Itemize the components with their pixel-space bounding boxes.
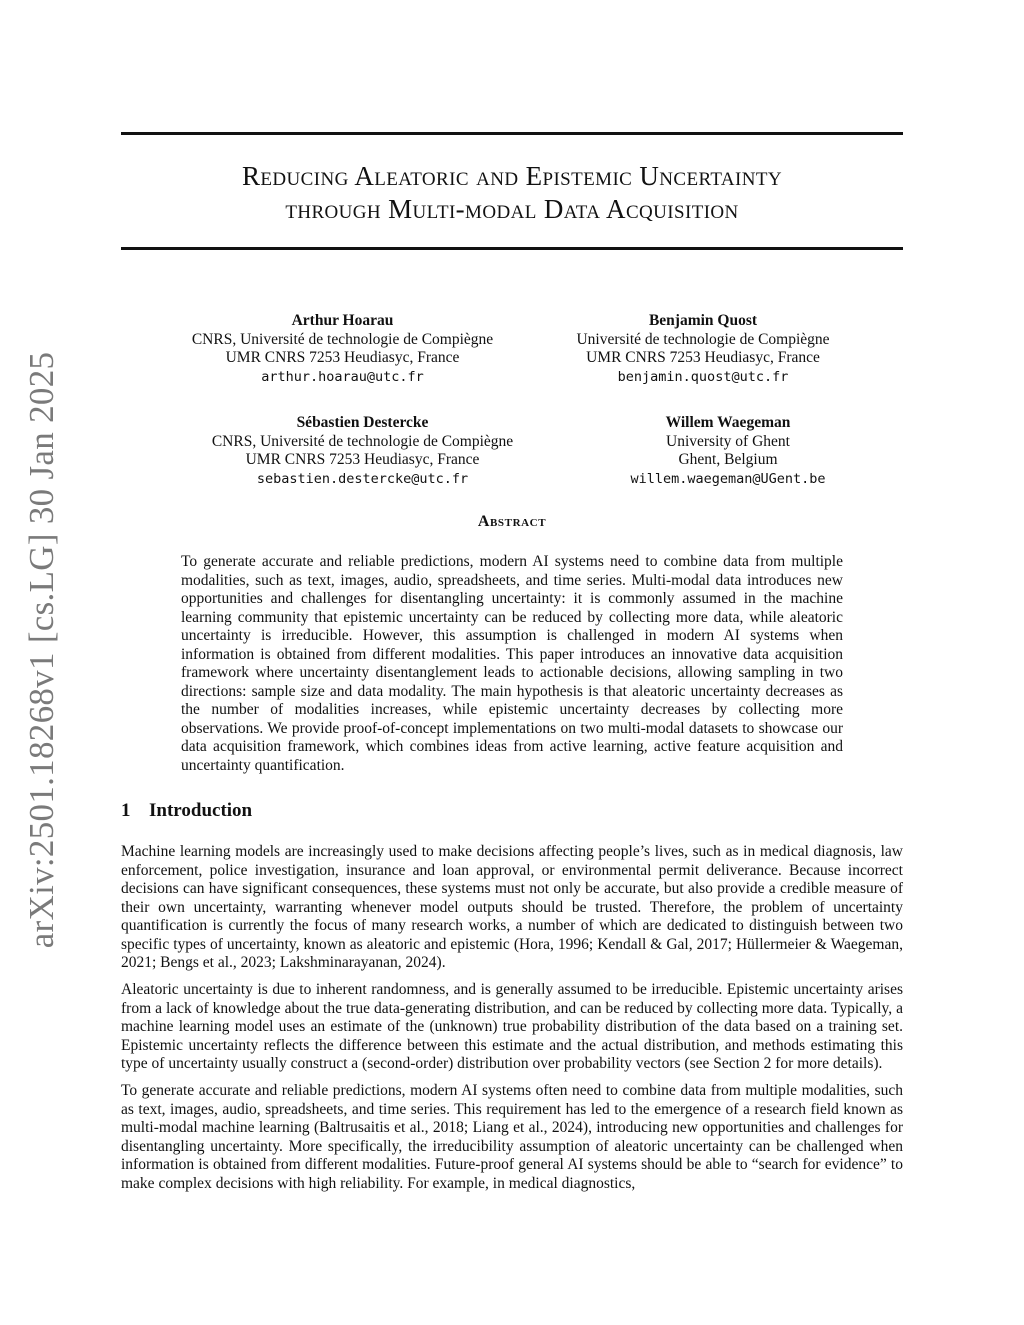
author-block-destercke <box>160 414 565 488</box>
introduction-body <box>121 843 903 1202</box>
author-affiliation: UMR CNRS 7253 Heudiasyc, France <box>225 349 460 366</box>
author-affiliation: CNRS, Université de technologie de Compiègne <box>191 330 494 348</box>
paragraph: Machine learning models are increasingly used to make decisions affecting people’s lives, such as in medical diagnosis, law enforcement, police investigation, insurance and loan approval, or environmental permit deliverance. Because incorrect decisions can have significant consequences, these systems must not only be accurate, but also provide a credible measure of their own uncertainty, warranting whenever model outputs should be trusted. Therefore, the problem of uncertainty quantification is currently the focus of many research works, a number of which are dedicated to distinguish between two specific types of uncertainty, known as aleatoric and epistemic (Hora, 1996; Kendall & Gal, 2017; Hüllermeier & Waegeman, 2021; Bengs et al., 2023; Lakshminarayanan, 2024). <box>121 843 903 971</box>
author-affiliation: CNRS, Université de technologie de Compiègne <box>211 432 514 450</box>
paper-title <box>121 160 903 226</box>
author-affiliation: Ghent, Belgium <box>678 451 778 468</box>
section-number: 1 <box>121 800 131 821</box>
author-block-waegeman <box>570 414 886 488</box>
author-email[interactable]: benjamin.quost@utc.fr <box>617 368 789 385</box>
abstract-text: To generate accurate and reliable predictions, modern AI systems need to combine data from multiple modalities, such as text, images, audio, spreadsheets, and time series. Multi-modal data introduces new opportunities and challenges for disentangling uncertainty: it is commonly assumed in the machine learning community that epistemic uncertainty can be reduced by collecting more data, while aleatoric uncertainty is irreducible. However, this assumption is challenged in modern AI systems when information is obtained from different modalities. This paper introduces an innovative data acquisition framework where uncertainty disentanglement leads to actionable decisions, allowing sampling in two directions: sample size and data modality. The main hypothesis is that aleatoric uncertainty decreases as the number of modalities increases, while epistemic uncertainty decreases by collecting more observations. We provide proof-of-concept implementations on two multi-modal datasets to showcase our data acquisition framework, which combines ideas from active learning, active feature acquisition and uncertainty quantification. <box>181 553 843 774</box>
author-affiliation: Université de technologie de Compiègne <box>576 330 830 348</box>
title-bottom-rule <box>121 247 903 250</box>
author-block-quost <box>545 312 861 386</box>
author-name: Arthur Hoarau <box>291 312 394 329</box>
paragraph: Aleatoric uncertainty is due to inherent randomness, and is generally assumed to be irreducible. Epistemic uncertainty arises from a lack of knowledge about the true data-generating distribution, and can be reduced by collecting more data. Typically, a machine learning model uses an estimate of the (unknown) true probability distribution of the data based on a training set. Epistemic uncertainty reflects the difference between this estimate and the actual distribution, and methods estimating this type of uncertainty usually construct a (second-order) distribution over probability vectors (see Section 2 for more details). <box>121 981 903 1072</box>
author-email[interactable]: sebastien.destercke@utc.fr <box>256 470 469 487</box>
title-top-rule <box>121 132 903 135</box>
author-name: Benjamin Quost <box>648 312 758 329</box>
author-email[interactable]: willem.waegeman@UGent.be <box>630 470 826 487</box>
title-line-1: Reducing Aleatoric and Epistemic Uncertainty <box>241 161 783 191</box>
paragraph: To generate accurate and reliable predictions, modern AI systems often need to combine data from multiple modalities, such as text, images, audio, spreadsheets, and time series. This requirement has led to the emergence of a research field known as multi-modal machine learning (Baltrusaitis et al., 2018; Liang et al., 2024), introducing new opportunities and challenges for disentangling uncertainty. More specifically, the irreducibility assumption of aleatoric uncertainty can be challenged when information is obtained from different modalities. Future-proof general AI systems should be able to “search for evidence” to make complex decisions with high reliability. For example, in medical diagnostics, <box>121 1082 903 1192</box>
author-affiliation: UMR CNRS 7253 Heudiasyc, France <box>586 349 820 366</box>
author-email[interactable]: arthur.hoarau@utc.fr <box>261 368 424 385</box>
author-affiliation: UMR CNRS 7253 Heudiasyc, France <box>245 451 480 468</box>
author-name: Sébastien Destercke <box>296 414 429 431</box>
author-affiliation: University of Ghent <box>666 432 790 450</box>
author-block-hoarau <box>140 312 545 386</box>
section-title: Introduction <box>149 800 253 821</box>
abstract-heading: Abstract <box>477 513 547 530</box>
author-name: Willem Waegeman <box>665 414 791 431</box>
section-heading-introduction <box>121 800 252 822</box>
title-line-2: through Multi-modal Data Acquisition <box>285 194 739 224</box>
arxiv-identifier: arXiv:2501.18268v1 [cs.LG] 30 Jan 2025 <box>22 351 61 949</box>
